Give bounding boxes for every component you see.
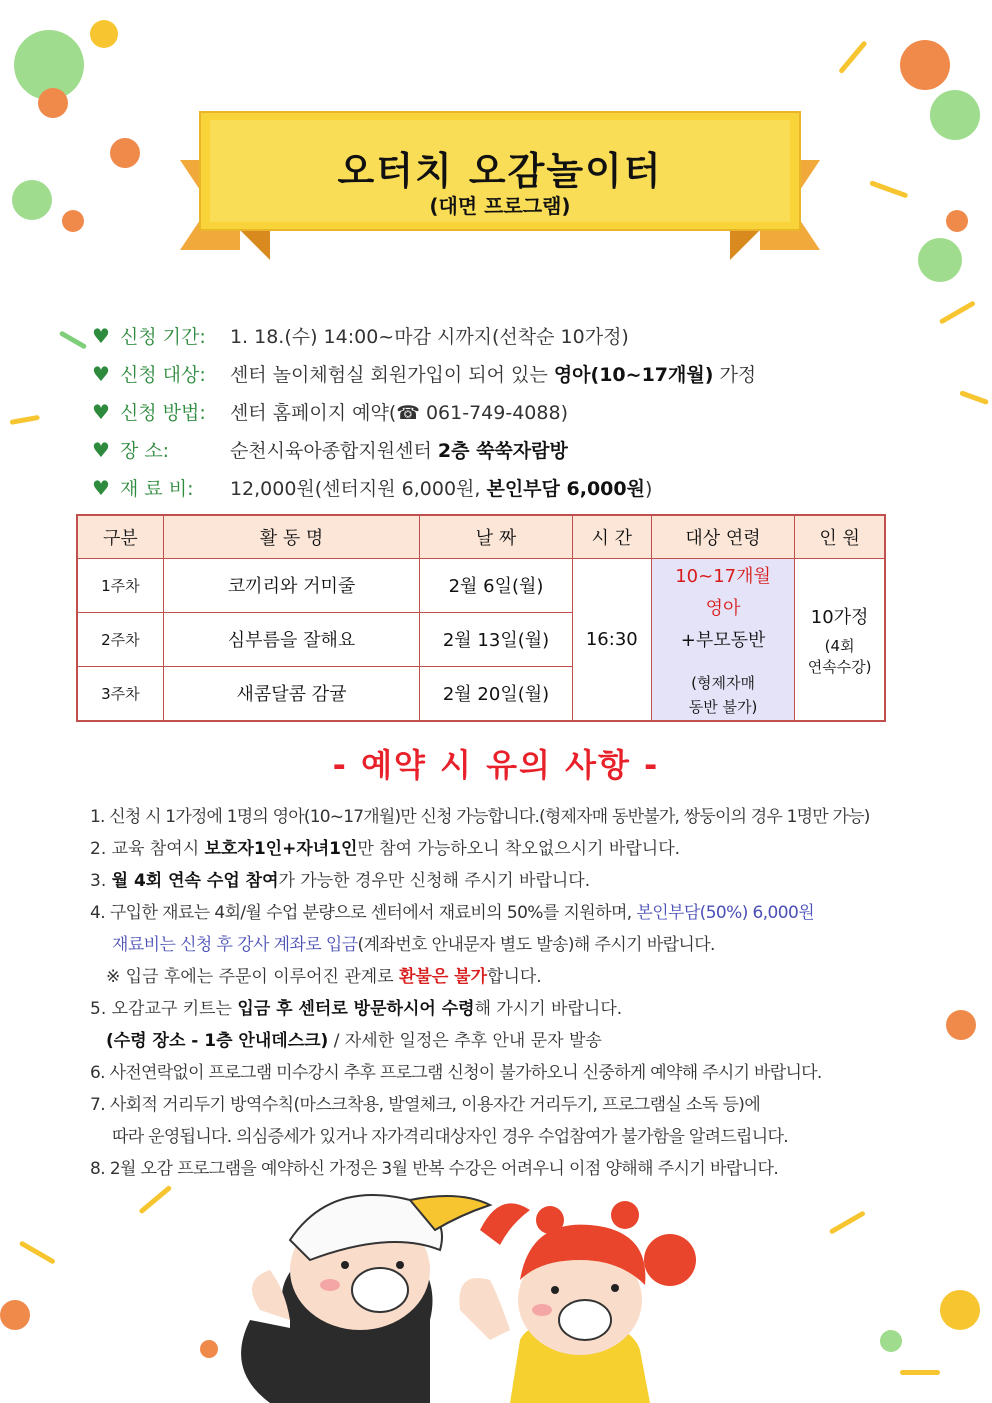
info-label: 재 료 비: [119,478,194,500]
target-age-label: 영아 [705,597,741,619]
notice-text: 5. 오감교구 키트는 [90,999,238,1019]
decor-circle [918,238,962,282]
notice-text: 4. 구입한 재료는 4회/월 수업 분량으로 센터에서 재료비의 50%를 지원하며, [90,903,637,923]
people-note-2: 연속수강) [807,657,872,676]
decor-circle [930,90,980,140]
title-banner [180,100,820,270]
header-cell: 활 동 명 [163,515,420,559]
decor-circle [940,1290,980,1330]
target-age-cell [651,559,794,722]
notice-item-8: 8. 2월 오감 프로그램을 예약하신 가정은 3월 반복 수강은 어려우니 이점 양해해 주시기 바랍니다. [90,1159,779,1179]
decor-circle [880,1330,902,1352]
notice-bold: 보호자1인+자녀1인 [204,839,358,859]
info-value-bold: 2층 쑥쑥자람방 [437,440,568,462]
header-cell: 시 간 [572,515,651,559]
week-cell: 2주차 [77,612,163,666]
table-row [77,559,885,613]
table-header-row [77,515,885,559]
decor-circle [38,88,68,118]
notice-text: 3. [90,871,112,891]
heart-icon: ♥ [92,438,110,462]
info-label: 신청 방법: [119,402,206,424]
decor-circle [0,1300,30,1330]
notice-item-2 [90,834,680,859]
decor-circle [946,210,968,232]
decor-ray [900,1370,940,1375]
notice-item-4 [90,898,814,923]
page-title: 오터치 오감놀이터 [337,149,663,193]
info-value-bold: 영아(10~17개월) [553,364,714,386]
notice-warning: 환불은 불가 [399,967,488,987]
info-fee [92,474,652,501]
notice-item-5-cont [106,1026,602,1051]
decor-ray [59,330,87,349]
decor-ray [138,1185,172,1215]
notice-item-6: 6. 사전연락없이 프로그램 미수강시 추후 프로그램 신청이 불가하오니 신중하게 예약해 주시기 바랍니다. [90,1063,822,1083]
header-cell: 날 짜 [420,515,572,559]
decor-ray [869,180,908,198]
date-cell: 2월 6일(월) [420,559,572,613]
people-count: 10가정 [810,606,869,628]
decor-ray [959,390,989,405]
info-value: 1. 18.(수) 14:00~마감 시까지(선착순 10가정) [229,326,629,348]
notice-item-4-cont [112,930,715,955]
notice-text: 해 가시기 바랍니다. [474,999,623,1019]
info-value: 센터 홈페이지 예약(☎ 061-749-4088) [229,402,568,424]
notice-heading: - 예약 시 유의 사항 - [332,746,660,784]
notice-text: ※ 입금 후에는 주문이 이루어진 관계로 [106,967,399,987]
notice-item-1: 1. 신청 시 1가정에 1명의 영아(10~17개월)만 신청 가능합니다.(형제자매 동반불가, 쌍둥이의 경우 1명만 가능) [90,807,870,827]
info-value-bold: 본인부담 6,000원 [486,478,645,500]
people-note-1: (4회 [824,636,855,655]
decor-circle [90,20,118,48]
decor-circle [62,210,84,232]
notice-text: 만 참여 가능하오니 착오없으시기 바랍니다. [357,839,681,859]
schedule-table [76,514,886,722]
activity-cell: 새콤달콤 감귤 [163,666,420,721]
page-subtitle: (대면 프로그램) [429,194,571,218]
info-label: 장 소: [119,440,170,462]
notice-item-4-warning [106,962,542,987]
info-label: 신청 기간: [119,326,206,348]
people-cell [795,559,885,722]
target-note-2: 동반 불가) [688,697,758,716]
decor-ray [829,1210,866,1234]
notice-highlight: 본인부담(50%) 6,000원 [636,903,815,923]
date-cell: 2월 20일(월) [420,666,572,721]
notice-text: / 자세한 일정은 추후 안내 문자 발송 [328,1031,602,1051]
activity-cell: 코끼리와 거미줄 [163,559,420,613]
header-cell: 대상 연령 [651,515,794,559]
decor-circle [200,1340,218,1358]
info-value: 12,000원(센터지원 6,000원, [229,478,487,500]
notice-item-7: 7. 사회적 거리두기 방역수칙(마스크착용, 발열체크, 이용자간 거리두기, 프로그램실 소독 등)에 [90,1095,761,1115]
header-cell: 인 원 [795,515,885,559]
info-value: 가정 [713,364,757,386]
info-value: 센터 놀이체험실 회원가입이 되어 있는 [229,364,554,386]
decor-ray [10,415,40,425]
week-cell: 3주차 [77,666,163,721]
header-cell: 구분 [77,515,163,559]
notice-text: (계좌번호 안내문자 별도 발송)해 주시기 바랍니다. [357,935,715,955]
activity-cell: 심부름을 잘해요 [163,612,420,666]
decor-ray [838,40,868,74]
decor-circle [110,138,140,168]
notice-text: 가 가능한 경우만 신청해 주시기 바랍니다. [278,871,591,891]
decor-circle [12,180,52,220]
date-cell: 2월 13일(월) [420,612,572,666]
info-target [92,360,756,387]
notice-item-3 [90,866,590,891]
mascot-illustration [230,1170,750,1403]
notice-text: 합니다. [487,967,542,987]
decor-ray [19,1240,56,1264]
target-age-range: 10~17개월 [675,565,771,587]
info-value: ) [644,478,653,500]
info-value: 순천시육아종합지원센터 [229,440,438,462]
notice-bold: 입금 후 센터로 방문하시어 수령 [237,999,475,1019]
info-label: 신청 대상: [119,364,206,386]
info-place [92,436,568,463]
notice-item-7-cont: 따라 운영됩니다. 의심증세가 있거나 자가격리대상자인 경우 수업참여가 불가함을 알려드립니다. [112,1127,788,1147]
notice-bold: 월 4회 연속 수업 참여 [111,871,279,891]
heart-icon: ♥ [92,362,110,386]
info-period [92,322,629,349]
target-parent: +부모동반 [680,629,766,651]
decor-circle [946,1010,976,1040]
notice-highlight: 재료비는 신청 후 강사 계좌로 입금 [112,935,358,955]
target-note-1: (형제자매 [691,673,755,692]
info-method [92,398,568,425]
week-cell: 1주차 [77,559,163,613]
heart-icon: ♥ [92,400,110,424]
heart-icon: ♥ [92,324,110,348]
time-cell: 16:30 [572,559,651,722]
decor-ray [939,300,976,324]
heart-icon: ♥ [92,476,110,500]
notice-item-5 [90,994,622,1019]
decor-circle [900,40,950,90]
notice-text: 2. 교육 참여시 [90,839,205,859]
notice-bold: (수령 장소 - 1층 안내데스크) [106,1031,329,1051]
